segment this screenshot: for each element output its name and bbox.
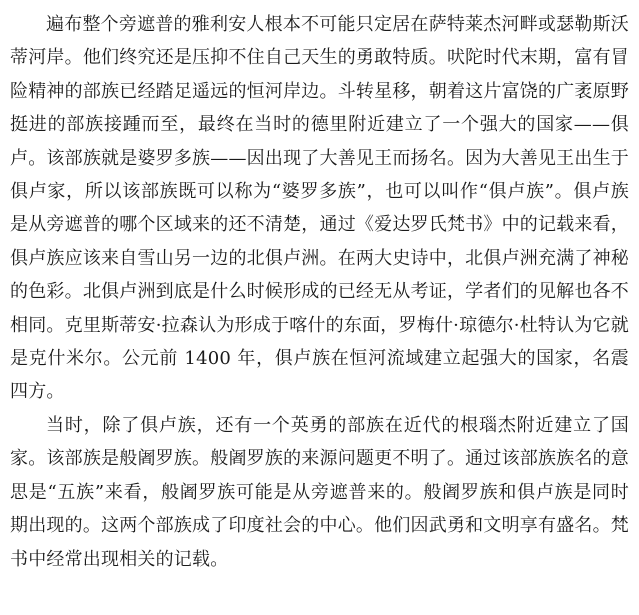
document-page (10, 8, 629, 576)
paragraph-kuru: 遍布整个旁遮普的雅利安人根本不可能只定居在萨特莱杰河畔或瑟勒斯沃蒂河岸。他们终究还是压抑不住自己天生的勇敢特质。吠陀时代末期，富有冒险精神的部族已经踏足遥远的恒河岸边。斗转星移，朝着这片富饶的广袤原野挺进的部族接踵而至，最终在当时的德里附近建立了一个强大的国家——俱卢。该部族就是婆罗多族——因出现了大善见王而扬名。因为大善见王出生于俱卢家，所以该部族既可以称为“婆罗多族”，也可以叫作“俱卢族”。俱卢族是从旁遮普的哪个区域来的还不清楚，通过《爱达罗氏梵书》中的记载来看，俱卢族应该来自雪山另一边的北俱卢洲。在两大史诗中，北俱卢洲充满了神秘的色彩。北俱卢洲到底是什么时候形成的已经无从考证，学者们的见解也各不相同。克里斯蒂安·拉森认为形成于喀什的东面，罗梅什·琼德尔·杜特认为它就是克什米尔。公元前 1400 年，俱卢族在恒河流域建立起强大的国家，名震四方。 (10, 14, 629, 403)
paragraph-panchala: 当时，除了俱卢族，还有一个英勇的部族在近代的根瑙杰附近建立了国家。该部族是般阇罗族。般阇罗族的来源问题更不明了。通过该部族族名的意思是“五族”来看，般阇罗族可能是从旁遮普来的。般阇罗族和俱卢族是同时期出现的。这两个部族成了印度社会的中心。他们因武勇和文明享有盛名。梵书中经常出现相关的记载。 (10, 414, 629, 570)
